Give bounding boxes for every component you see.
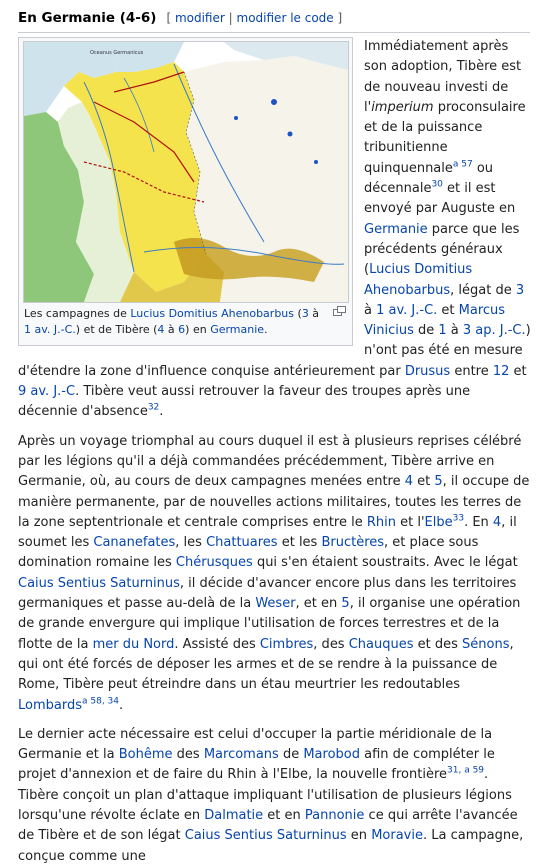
link-bructeres[interactable]: Bructères — [321, 535, 385, 551]
link-year-3[interactable]: 3 — [515, 282, 525, 298]
link-germanie[interactable]: Germanie — [210, 323, 265, 336]
link-elbe[interactable]: Elbe — [424, 514, 453, 530]
p1-italic: imperium — [371, 99, 434, 115]
p2-text: et les — [277, 535, 322, 551]
p1-text: et — [509, 363, 527, 379]
ref-note[interactable]: 32 — [147, 403, 160, 414]
p2-text: et — [413, 474, 435, 490]
p2-text: qui s'en étaient soustraits. Avec le légat — [252, 555, 518, 571]
p2-text: et des — [413, 636, 463, 652]
link-year-12[interactable]: 12 — [492, 363, 510, 379]
link-vinicius[interactable]: Marcus Vinicius — [364, 302, 506, 339]
p3-text: en — [346, 828, 372, 844]
link-cimbres[interactable]: Cimbres — [259, 636, 314, 652]
p2-text: . — [119, 697, 124, 713]
float-spacer — [18, 37, 364, 346]
p1-text: entre — [450, 363, 493, 379]
link-marcomans[interactable]: Marcomans — [203, 747, 279, 763]
caption-text: ( — [294, 307, 302, 320]
link-boheme[interactable]: Bohême — [118, 747, 173, 763]
link-year-4[interactable]: 4 — [492, 514, 502, 530]
ref-note[interactable]: a 58, 34 — [82, 696, 120, 707]
p2-text: , qui ont été forcés de déposer les armes et de se rendre à la puissance de Rome, Tibère peut étreindre dans un étau meurtrier les redoutables — [18, 636, 514, 693]
link-1-bc[interactable]: 1 av. J.-C. — [24, 323, 76, 336]
link-year-5[interactable]: 5 — [434, 474, 443, 490]
link-cherusques[interactable]: Chérusques — [175, 555, 253, 571]
link-mer-du-nord[interactable]: mer du Nord — [92, 636, 175, 652]
p2-text: , il soumet les — [18, 514, 517, 551]
link-chauques[interactable]: Chauques — [348, 636, 414, 652]
p2-text: , il occupe de manière permanente, par de nouvelles actions militaires, toutes les terres de la zone septentrionale et centrale comprises entre le — [18, 474, 530, 530]
link-3-ad[interactable]: 3 ap. J.-C. — [462, 323, 526, 339]
edit-separator: | — [228, 11, 233, 25]
p2-text: , et place sous domination romaine les — [18, 535, 479, 571]
link-year-6[interactable]: 6 — [178, 323, 186, 336]
link-9-bc[interactable]: 9 av. J.-C — [18, 384, 76, 400]
p3-text: de — [278, 747, 304, 763]
p1-text: Immédiatement après son adoption, Tibère est de nouveau investi de l' — [364, 39, 522, 115]
link-moravie[interactable]: Moravie — [371, 828, 423, 844]
link-lombards[interactable]: Lombards — [18, 697, 82, 713]
p3-text: et en — [263, 807, 305, 823]
p1-text: parce que les précédents généraux ( — [364, 221, 520, 278]
edit-bracket-close: ] — [337, 11, 343, 25]
link-year-1[interactable]: 1 — [438, 323, 447, 339]
paragraph-3 — [18, 725, 532, 867]
p2-text: , il organise une opération de grande envergure qui implique l'utilisation de forces terrestres et de la flotte de la — [18, 596, 521, 652]
caption-text: ) en — [185, 323, 211, 336]
link-ahenobarbus[interactable]: Lucius Domitius Ahenobarbus — [130, 307, 295, 320]
section-heading — [18, 10, 530, 33]
link-drusus[interactable]: Drusus — [404, 363, 451, 379]
ref-note[interactable]: a 57 — [452, 159, 473, 170]
para-gap — [18, 423, 532, 432]
link-chattuares[interactable]: Chattuares — [206, 535, 278, 551]
p3-text: Le dernier acte nécessaire est celui d'occuper la partie méridionale de la Germanie et la — [18, 726, 493, 763]
link-dalmatie[interactable]: Dalmatie — [204, 807, 264, 823]
link-saturninus[interactable]: Caius Sentius Saturninus — [18, 575, 180, 591]
p2-text: Après un voyage triomphal au cours duquel il est à plusieurs reprises célébré par les légions qu'il a déjà commandées précédemment, Tibère arrive en Germanie, où, au cours de deux campagnes menées entre — [18, 433, 522, 490]
paragraph-2 — [18, 432, 532, 716]
link-rhin[interactable]: Rhin — [366, 514, 396, 530]
ref-note[interactable]: 30 — [431, 179, 443, 190]
ref-note[interactable]: 33 — [452, 513, 465, 524]
link-weser[interactable]: Weser — [255, 596, 296, 612]
caption-text: . — [264, 323, 268, 336]
p2-text: , et en — [295, 596, 342, 612]
link-germanie[interactable]: Germanie — [364, 221, 428, 237]
p1-text: de — [413, 323, 439, 339]
p2-text: et l' — [395, 514, 425, 530]
link-pannonie[interactable]: Pannonie — [304, 807, 365, 823]
p1-text: . — [159, 404, 164, 420]
ref-note[interactable]: 31, a 59 — [447, 766, 485, 777]
edit-bracket-open: [ — [166, 11, 172, 25]
p2-text: , il décide d'avancer encore plus dans les territoires germaniques et passe au-delà de la — [18, 575, 517, 612]
caption-text: à — [164, 323, 179, 336]
p1-text: ou décennale — [364, 160, 494, 197]
caption-text: Les campagnes de — [24, 307, 131, 320]
link-ahenobarbus[interactable]: Lucius Domitius Ahenobarbus — [364, 262, 473, 298]
edit-source-link[interactable]: modifier le code — [236, 11, 334, 25]
link-marobod[interactable]: Marobod — [303, 747, 360, 763]
p1-text: , légat de — [450, 282, 516, 298]
p1-text: proconsulaire et de la puissance tribunitienne quinquennale — [364, 99, 526, 176]
p3-text: . La campagne, conçue comme une — [18, 828, 524, 864]
link-year-3[interactable]: 3 — [301, 307, 309, 320]
p3-text: ce qui arrête l'avancée de Tibère et de son légat — [18, 807, 518, 844]
p1-text: et il est envoyé par Auguste en — [364, 181, 516, 217]
edit-links — [166, 11, 342, 25]
caption-text: ) et de Tibère ( — [75, 323, 158, 336]
p1-text: ) n'ont pas été en mesure d'étendre la zone d'influence conquise antérieurement par — [18, 323, 531, 379]
p1-text: . Tibère veut aussi retrouver la faveur des troupes après une décennie d'absence — [18, 384, 471, 420]
link-1-bc[interactable]: 1 av. J.-C. — [376, 302, 438, 318]
p2-text: , les — [175, 535, 207, 551]
caption-text: à — [308, 307, 320, 320]
p3-text: des — [172, 747, 204, 763]
paragraph-1-flow — [18, 37, 532, 867]
link-year-4[interactable]: 4 — [157, 323, 165, 336]
link-senons[interactable]: Sénons — [462, 636, 510, 652]
link-year-4[interactable]: 4 — [404, 474, 414, 490]
link-saturninus[interactable]: Caius Sentius Saturninus — [184, 828, 347, 844]
link-year-5[interactable]: 5 — [341, 596, 350, 612]
section-title: En Germanie (4-6) — [18, 10, 157, 26]
p3-text: afin de compléter le projet d'annexion et de faire du Rhin à l'Elbe, la nouvelle frontière — [18, 747, 495, 783]
p2-text: . En — [464, 514, 493, 530]
edit-section-link[interactable]: modifier — [174, 11, 225, 25]
p1-text: à — [364, 302, 377, 318]
p2-text: , des — [313, 636, 349, 652]
p3-text: . Tibère conçoit un plan d'attaque impliquant l'utilisation de plusieurs légions lorsqu'une révolte éclate en — [18, 767, 512, 823]
map-label-sea: Oceanus Germanicus — [90, 50, 144, 56]
p2-text: . Assisté des — [174, 636, 260, 652]
p1-text: à — [446, 323, 463, 339]
link-cananefates[interactable]: Cananefates — [93, 535, 176, 551]
p1-text: et — [437, 302, 459, 318]
para-gap — [18, 716, 532, 725]
